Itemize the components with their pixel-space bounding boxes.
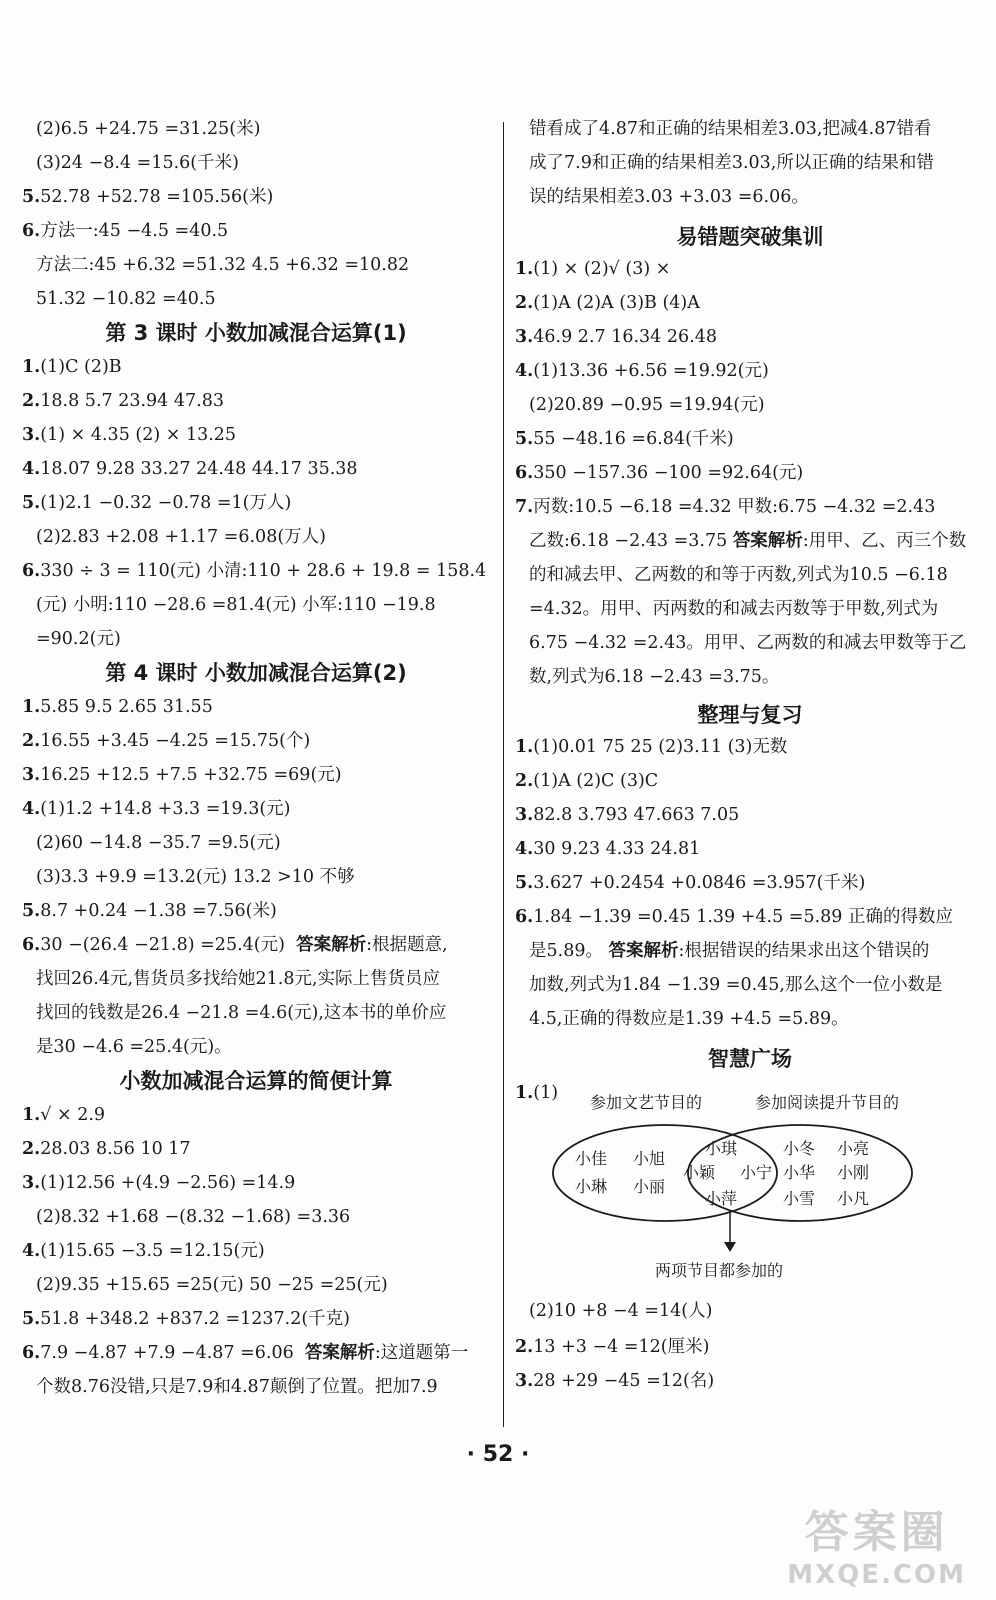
answer-line: 1.(1)	[515, 1083, 559, 1103]
answer-line: 4.(1)15.65 −3.5 =12.15(元)	[22, 1241, 265, 1261]
answer-line: 2.16.55 +3.45 −4.25 =15.75(个)	[22, 731, 311, 751]
answer-line: 的和减去甲、乙两数的和等于丙数,列式为10.5 −6.18	[529, 565, 948, 585]
answer-line: (2)9.35 +15.65 =25(元) 50 −25 =25(元)	[36, 1275, 388, 1295]
answer-line: (2)60 −14.8 −35.7 =9.5(元)	[36, 833, 281, 853]
answer-line: 3.(1) × 4.35 (2) × 13.25	[22, 425, 237, 445]
answer-line: (2)2.83 +2.08 +1.17 =6.08(万人)	[36, 527, 326, 547]
answer-line: 6.330 ÷ 3 = 110(元) 小清:110 + 28.6 + 19.8 = 158.4	[22, 561, 487, 581]
watermark-logo-text: 答案圈	[804, 1507, 949, 1558]
answer-line: 6.30 −(26.4 −21.8) =25.4(元) 答案解析:根据题意,	[22, 935, 448, 955]
answer-line: (元) 小明:110 −28.6 =81.4(元) 小军:110 −19.8	[36, 595, 436, 615]
section-heading: 易错题突破集训	[676, 225, 824, 249]
answer-line: (2)10 +8 −4 =14(人)	[529, 1301, 713, 1321]
answer-line: 6.1.84 −1.39 =0.45 1.39 +4.5 =5.89 正确的得数应	[515, 907, 953, 927]
answer-line: 找回26.4元,售货员多找给她21.8元,实际上售货员应	[36, 969, 441, 989]
answer-line: 成了7.9和正确的结果相差3.03,所以正确的结果和错	[529, 153, 934, 173]
venn-name: 小琪	[705, 1139, 738, 1158]
answer-line: 2.(1)A (2)A (3)B (4)A	[515, 293, 700, 313]
column-divider	[503, 122, 504, 1427]
venn-name: 小旭	[633, 1149, 666, 1168]
answer-line: 5.3.627 +0.2454 +0.0846 =3.957(千米)	[515, 873, 866, 893]
venn-name: 小颖	[683, 1163, 716, 1182]
answer-line: 2.(1)A (2)C (3)C	[515, 771, 659, 791]
answer-line: (3)3.3 +9.9 =13.2(元) 13.2 >10 不够	[36, 867, 355, 887]
answer-line: 6.方法一:45 −4.5 =40.5	[22, 221, 229, 241]
venn-name: 小凡	[837, 1189, 870, 1208]
answer-line: 数,列式为6.18 −2.43 =3.75。	[529, 667, 780, 687]
answer-line: (3)24 −8.4 =15.6(千米)	[36, 153, 239, 173]
answer-line: 5.(1)2.1 −0.32 −0.78 =1(万人)	[22, 493, 292, 513]
answer-line: 是30 −4.6 =25.4(元)。	[36, 1037, 232, 1057]
venn-name: 小丽	[633, 1177, 666, 1196]
answer-analysis-tag: 答案解析	[304, 1343, 375, 1363]
venn-label-left: 参加文艺节目的	[590, 1093, 703, 1112]
section-heading: 智慧广场	[708, 1047, 792, 1071]
answer-line: 1.5.85 9.5 2.65 31.55	[22, 697, 213, 717]
answer-line: 4.18.07 9.28 33.27 24.48 44.17 35.38	[22, 459, 358, 479]
answer-line: 5.52.78 +52.78 =105.56(米)	[22, 187, 274, 207]
answer-line: 7.丙数:10.5 −6.18 =4.32 甲数:6.75 −4.32 =2.43	[515, 497, 936, 517]
answer-line: 方法二:45 +6.32 =51.32 4.5 +6.32 =10.82	[36, 255, 410, 275]
answer-line: 3.82.8 3.793 47.663 7.05	[515, 805, 740, 825]
section-heading: 小数加减混合运算的简便计算	[119, 1069, 393, 1093]
answer-line: 误的结果相差3.03 +3.03 =6.06。	[529, 187, 809, 207]
answer-line: 6.7.9 −4.87 +7.9 −4.87 =6.06 答案解析:这道题第一	[22, 1343, 469, 1363]
answer-line: 2.18.8 5.7 23.94 47.83	[22, 391, 224, 411]
answer-line: (2)8.32 +1.68 −(8.32 −1.68) =3.36	[36, 1207, 351, 1227]
venn-name: 小亮	[837, 1139, 870, 1158]
answer-line: 2.13 +3 −4 =12(厘米)	[515, 1337, 710, 1357]
answer-line: 1.(1)0.01 75 25 (2)3.11 (3)无数	[515, 737, 788, 757]
answer-analysis-tag: 答案解析	[296, 935, 367, 955]
answer-line: 4.(1)13.36 +6.56 =19.92(元)	[515, 361, 769, 381]
venn-name: 小华	[783, 1163, 816, 1182]
answer-line: 5.55 −48.16 =6.84(千米)	[515, 429, 734, 449]
page-number: · 52 ·	[466, 1442, 530, 1467]
answer-line: (2)6.5 +24.75 =31.25(米)	[36, 119, 261, 139]
answer-line: 找回的钱数是26.4 −21.8 =4.6(元),这本书的单价应	[36, 1003, 447, 1023]
answer-line: 4.(1)1.2 +14.8 +3.3 =19.3(元)	[22, 799, 291, 819]
answer-line: 加数,列式为1.84 −1.39 =0.45,那么这个一位小数是	[529, 975, 943, 995]
venn-name: 小雪	[783, 1189, 816, 1208]
venn-pointer-arrow	[724, 1242, 736, 1252]
venn-name: 小刚	[837, 1163, 870, 1182]
section-heading: 整理与复习	[697, 703, 803, 727]
answer-line: 1.(1) × (2)√ (3) ×	[515, 259, 671, 279]
answer-line: 5.51.8 +348.2 +837.2 =1237.2(千克)	[22, 1309, 351, 1329]
answer-line: 5.8.7 +0.24 −1.38 =7.56(米)	[22, 901, 277, 921]
venn-name: 小冬	[783, 1139, 816, 1158]
answer-line: 4.5,正确的得数应是1.39 +4.5 =5.89。	[529, 1009, 849, 1029]
venn-caption: 两项节目都参加的	[655, 1261, 784, 1280]
answer-line: 3.16.25 +12.5 +7.5 +32.75 =69(元)	[22, 765, 342, 785]
answer-line: 6.350 −157.36 −100 =92.64(元)	[515, 463, 804, 483]
answer-line: 2.28.03 8.56 10 17	[22, 1139, 191, 1159]
answer-analysis-tag: 答案解析	[608, 941, 679, 961]
venn-name: 小宁	[740, 1163, 773, 1182]
answer-line: 51.32 −10.82 =40.5	[36, 289, 216, 309]
answer-line: 3.46.9 2.7 16.34 26.48	[515, 327, 717, 347]
answer-line: 是5.89。 答案解析:根据错误的结果求出这个错误的	[529, 941, 930, 961]
answer-line: 乙数:6.18 −2.43 =3.75 答案解析:用甲、乙、丙三个数	[529, 531, 967, 551]
answer-line: 4.30 9.23 4.33 24.81	[515, 839, 701, 859]
answer-line: 6.75 −4.32 =2.43。用甲、乙两数的和减去甲数等于乙	[529, 633, 967, 653]
section-heading: 第 4 课时 小数加减混合运算(2)	[105, 661, 407, 685]
venn-label-right: 参加阅读提升节目的	[755, 1093, 900, 1112]
answer-line: (2)20.89 −0.95 =19.94(元)	[529, 395, 765, 415]
watermark-url: MXQE.COM	[787, 1560, 966, 1590]
answer-analysis-tag: 答案解析	[732, 531, 803, 551]
answer-line: 错看成了4.87和正确的结果相差3.03,把减4.87错看	[529, 119, 932, 139]
answer-line: =90.2(元)	[36, 629, 121, 649]
answer-line: =4.32。用甲、丙两数的和减去丙数等于甲数,列式为	[529, 599, 939, 619]
answer-line: 1.(1)C (2)B	[22, 357, 122, 377]
answer-line: 3.28 +29 −45 =12(名)	[515, 1371, 715, 1391]
venn-name: 小佳	[575, 1149, 608, 1168]
venn-diagram	[515, 1078, 985, 1288]
answer-line: 个数8.76没错,只是7.9和4.87颠倒了位置。把加7.9	[36, 1377, 438, 1397]
section-heading: 第 3 课时 小数加减混合运算(1)	[105, 321, 407, 345]
venn-name: 小琳	[575, 1177, 608, 1196]
watermark	[787, 1496, 966, 1590]
answer-line: 3.(1)12.56 +(4.9 −2.56) =14.9	[22, 1173, 296, 1193]
answer-line: 1.√ × 2.9	[22, 1105, 106, 1125]
venn-name: 小萍	[705, 1189, 738, 1208]
